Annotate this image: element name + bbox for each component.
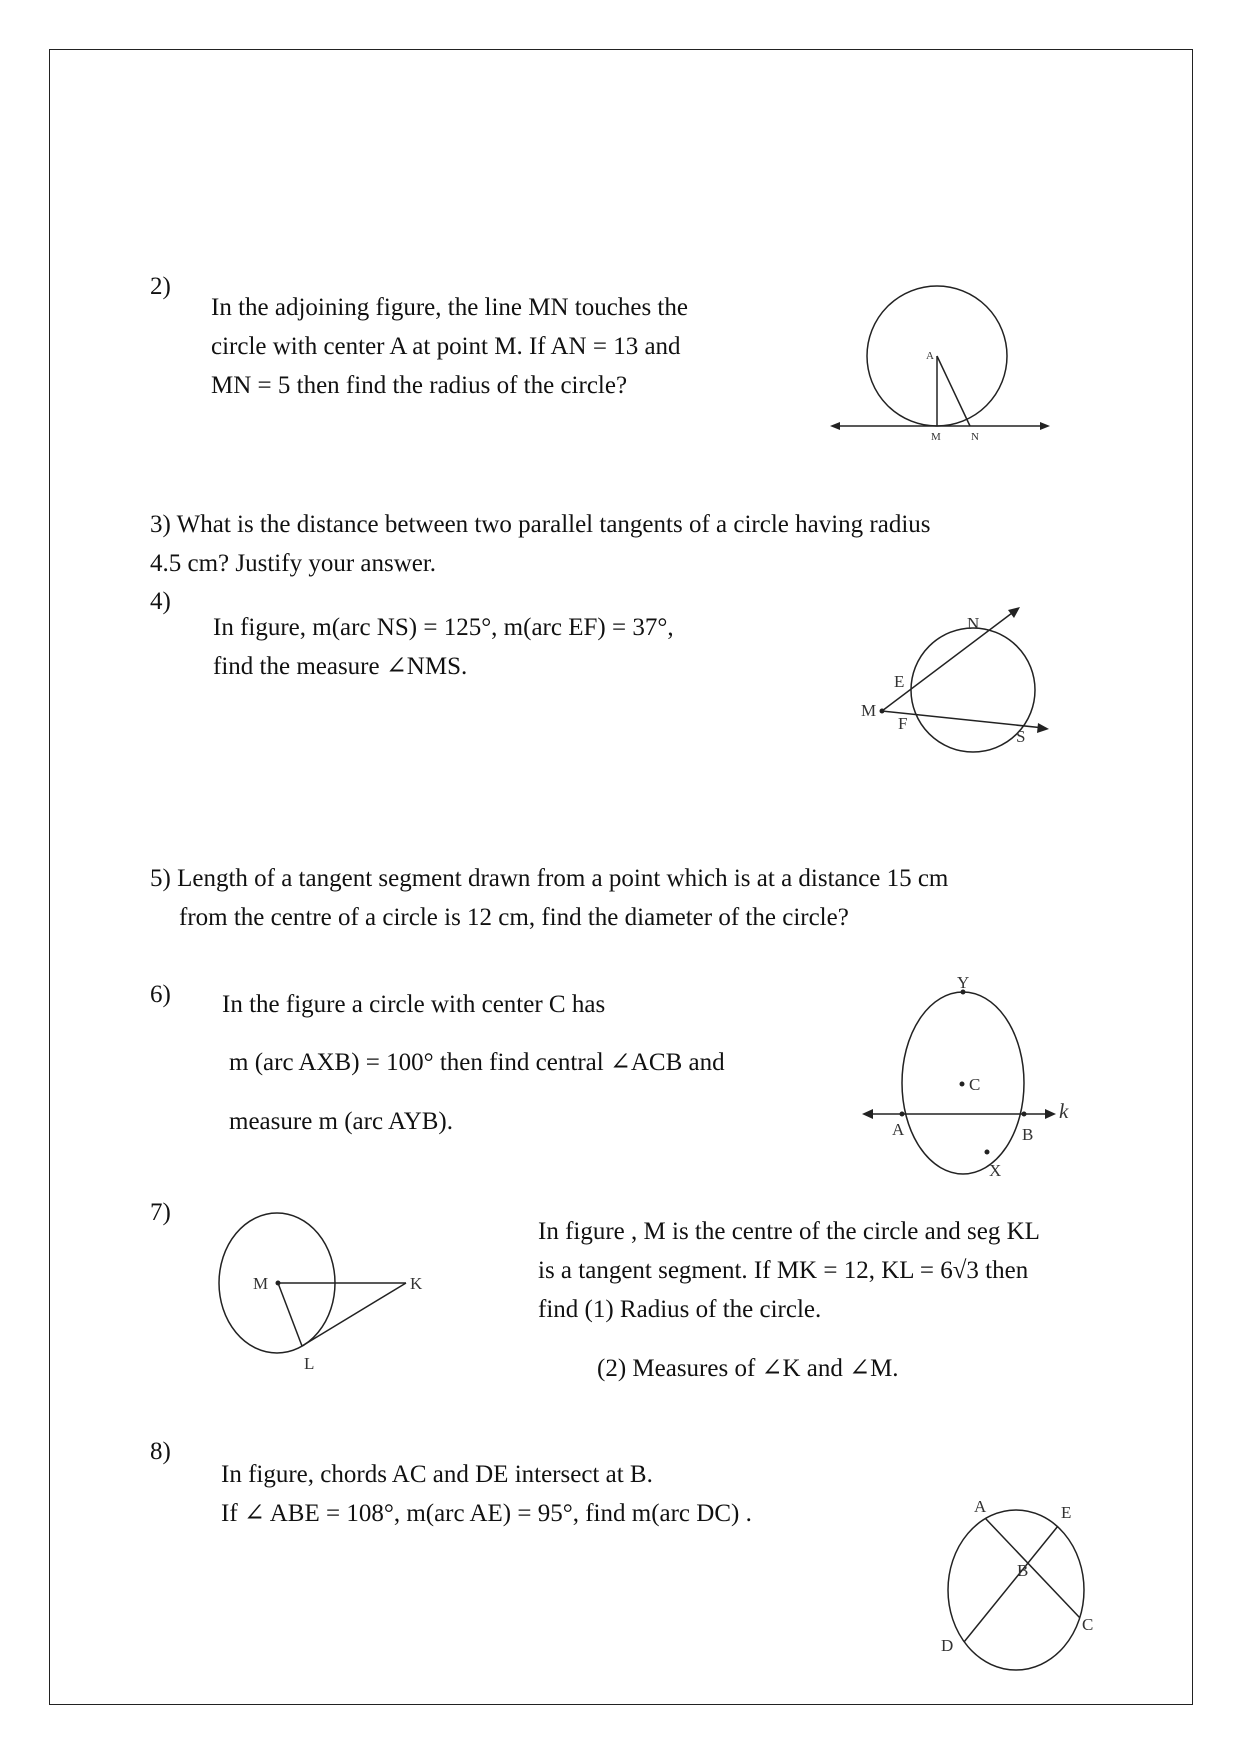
question-7-line-4: (2) Measures of ∠K and ∠M. (597, 1355, 899, 1382)
q4-arrow-n (1008, 607, 1020, 618)
q7-segment-ml (278, 1283, 302, 1346)
q6-point-c (960, 1082, 965, 1087)
q2-label-m: M (931, 431, 941, 443)
q8-label-a: A (974, 1497, 987, 1516)
q6-arrow-left (862, 1109, 873, 1119)
q6-label-b: B (1022, 1125, 1034, 1144)
question-6-figure (860, 973, 1080, 1185)
question-4-line-2: find the measure ∠NMS. (213, 653, 468, 680)
question-5-line-2: from the centre of a circle is 12 cm, find the diameter of the circle? (179, 904, 849, 931)
q2-label-n: N (971, 431, 979, 443)
q8-chord-ac (985, 1518, 1080, 1618)
q8-label-c: C (1082, 1615, 1094, 1634)
q6-point-b (1022, 1112, 1027, 1117)
q8-label-d: D (941, 1636, 954, 1655)
question-6-line-2: m (arc AXB) = 100° then find central ∠ACB and (229, 1049, 725, 1076)
question-4-figure (850, 595, 1060, 770)
question-6-line-3: measure m (arc AYB). (229, 1108, 454, 1135)
q8-circle (948, 1510, 1084, 1670)
q6-point-x (985, 1150, 990, 1155)
question-7-line-2: is a tangent segment. If MK = 12, KL = 6√3 then (538, 1257, 1029, 1284)
q4-label-f: F (898, 714, 908, 733)
q2-segment-an (937, 356, 970, 426)
q7-label-l: L (304, 1354, 315, 1373)
q4-label-m: M (861, 701, 877, 720)
q6-label-a: A (892, 1120, 905, 1139)
question-8-line-2: If ∠ ABE = 108°, m(arc AE) = 95°, find m(arc DC) . (221, 1500, 752, 1527)
q2-arrow-left (830, 422, 840, 430)
question-8-line-1: In figure, chords AC and DE intersect at B. (221, 1461, 653, 1488)
q4-secant-mn (882, 610, 1016, 711)
question-2-line-2: circle with center A at point M. If AN = 13 and (211, 333, 681, 360)
q7-label-m: M (253, 1274, 269, 1293)
question-8-figure (935, 1488, 1105, 1688)
question-2-line-3: MN = 5 then find the radius of the circle? (211, 372, 628, 399)
question-4-number: 4) (150, 588, 171, 615)
question-5-line-1: 5) Length of a tangent segment drawn from a point which is at a distance 15 cm (150, 865, 949, 892)
question-3-line-1: 3) What is the distance between two parallel tangents of a circle having radius (150, 511, 931, 538)
q8-chord-de (964, 1526, 1058, 1642)
q8-label-b: B (1017, 1561, 1029, 1580)
question-2-number: 2) (150, 273, 171, 300)
question-6-line-1: In the figure a circle with center C has (222, 991, 606, 1018)
question-2-figure (830, 280, 1060, 450)
q7-label-k: K (410, 1274, 423, 1293)
q7-point-m (276, 1281, 281, 1286)
question-7-number: 7) (150, 1199, 171, 1226)
question-6-number: 6) (150, 981, 171, 1008)
q4-point-m (880, 709, 885, 714)
q4-label-s: S (1016, 727, 1026, 746)
q4-label-e: E (894, 672, 905, 691)
question-7-line-3: find (1) Radius of the circle. (538, 1296, 822, 1323)
q4-label-n: N (967, 614, 980, 633)
q2-label-a: A (926, 350, 934, 362)
q2-arrow-right (1040, 422, 1050, 430)
question-7-line-1: In figure , M is the centre of the circle and seg KL (538, 1218, 1040, 1245)
q6-point-a (900, 1112, 905, 1117)
q6-arrow-right (1045, 1109, 1056, 1119)
q6-label-x: X (989, 1161, 1002, 1180)
question-7-figure (210, 1205, 440, 1375)
question-4-line-1: In figure, m(arc NS) = 125°, m(arc EF) = 37°, (213, 614, 674, 641)
q6-label-k: k (1059, 1099, 1069, 1123)
q4-arrow-s (1037, 723, 1049, 733)
question-2-line-1: In the adjoining figure, the line MN touches the (211, 294, 688, 321)
q7-segment-kl (302, 1283, 406, 1346)
question-8-number: 8) (150, 1438, 171, 1465)
question-3-line-2: 4.5 cm? Justify your answer. (150, 550, 437, 577)
q8-label-e: E (1061, 1503, 1072, 1522)
q6-label-y: Y (957, 973, 970, 992)
q6-label-c: C (969, 1075, 981, 1094)
